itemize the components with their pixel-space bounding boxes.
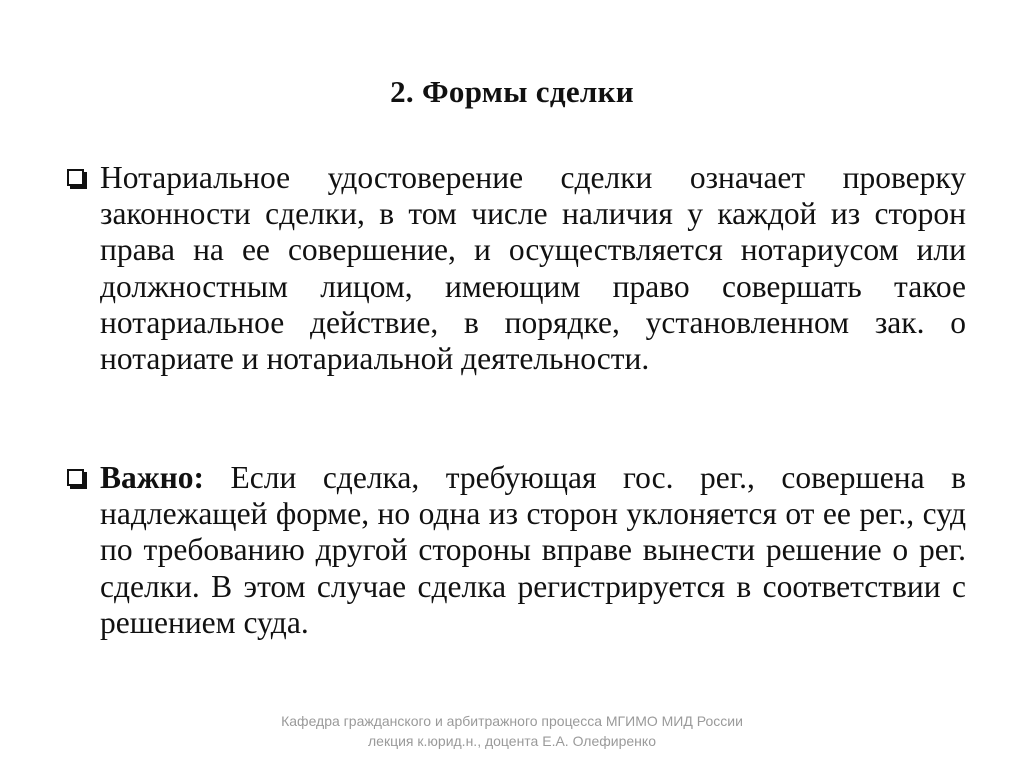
bullet-bold-label: Важно:	[100, 460, 204, 495]
slide-footer	[0, 711, 1024, 751]
bullet-text: Нотариальное удостоверение сделки означает проверку законности сделки, в том числе наличия у каждой из сторон права на ее совершение, и осуществляется нотариусом или должностным лицом, имеющим право совершать такое нотариальное действие, в порядке, установленном зак. о нотариате и нотариальной деятельности.	[100, 160, 966, 377]
bullet-text: Если сделка, требующая гос. рег., совершена в надлежащей форме, но одна из сторон уклоняется от ее рег., суд по требованию другой стороны вправе вынести решение о рег. сделки. В этом случае сделка регистрируется в соответствии с решением суда.	[100, 460, 966, 640]
footer-line-1: Кафедра гражданского и арбитражного процесса МГИМО МИД России	[281, 713, 743, 729]
bullet-item	[66, 460, 966, 641]
checkbox-bullet-icon	[67, 169, 84, 186]
bullet-item	[66, 160, 966, 377]
bullet-text-container	[100, 460, 966, 641]
footer-line-2: лекция к.юрид.н., доцента Е.А. Олефиренко	[368, 733, 656, 749]
checkbox-bullet-icon	[67, 469, 84, 486]
slide-title: 2. Формы сделки	[390, 74, 634, 109]
